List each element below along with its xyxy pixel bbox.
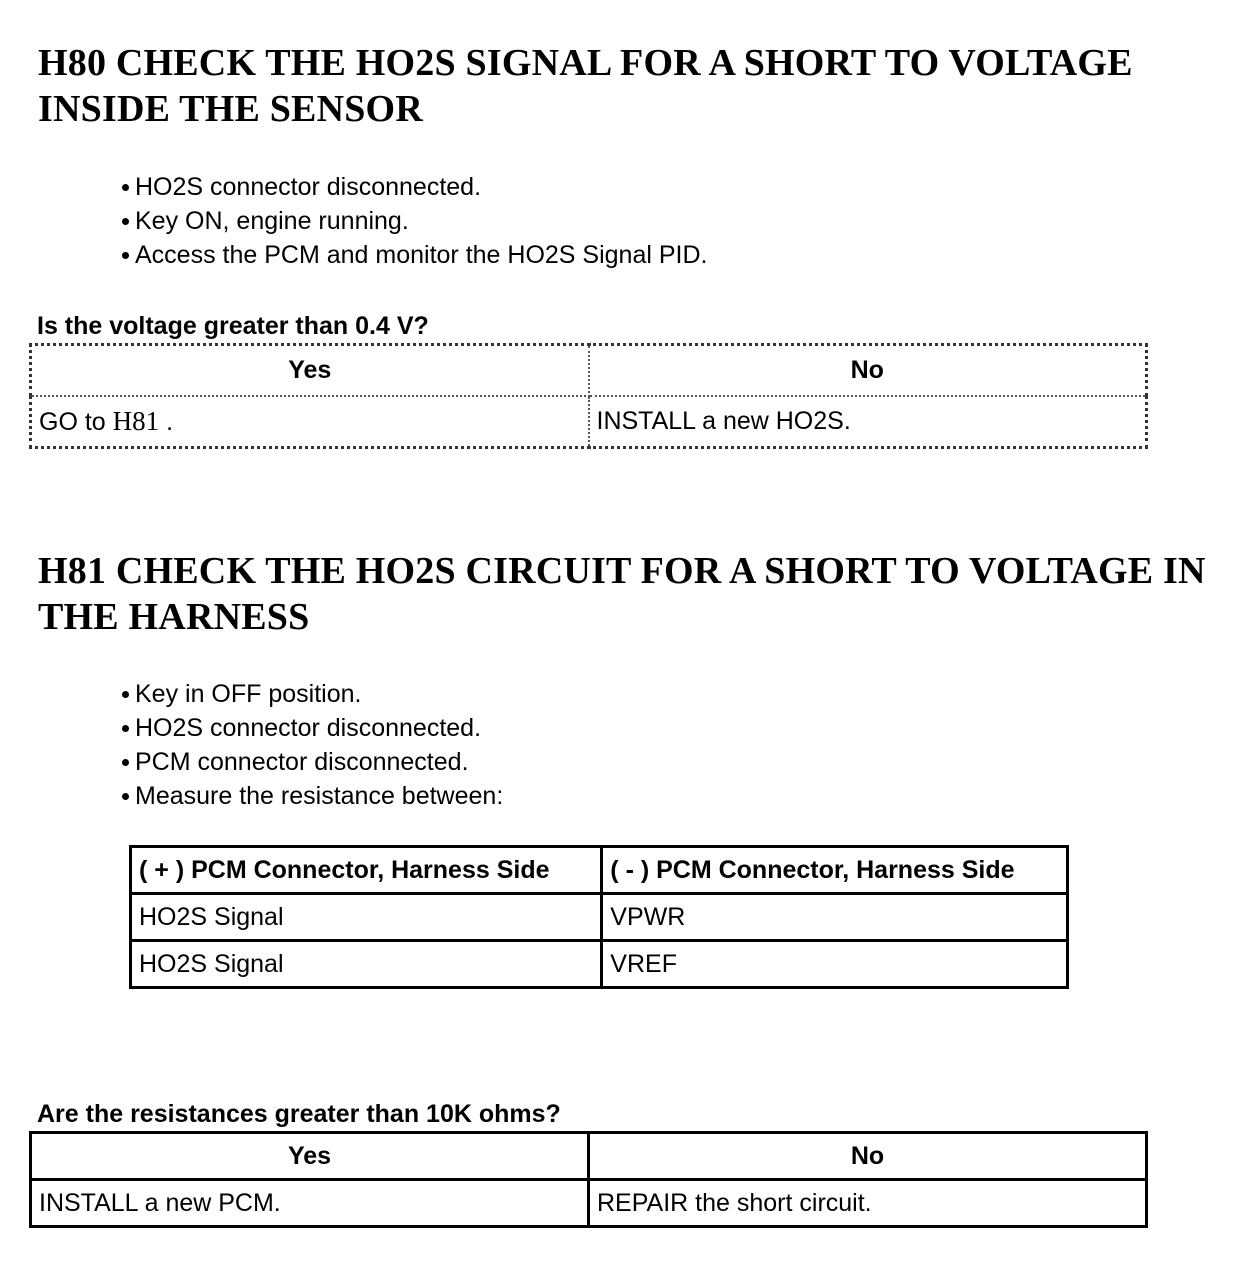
h81-decision-table	[29, 1131, 1148, 1228]
bullet-icon	[122, 725, 129, 732]
table-header-row	[31, 1133, 1147, 1180]
list-item	[118, 779, 503, 813]
list-item-text: Key in OFF position.	[135, 680, 362, 708]
h80-question: Is the voltage greater than 0.4 V?	[37, 312, 429, 340]
table-cell: VPWR	[602, 894, 1068, 941]
list-item	[118, 677, 503, 711]
table-row	[131, 941, 1068, 988]
table-cell: VREF	[602, 941, 1068, 988]
yes-action-text: GO to	[39, 408, 113, 436]
table-row	[131, 894, 1068, 941]
no-cell: INSTALL a new HO2S.	[589, 396, 1147, 448]
list-item-text: PCM connector disconnected.	[135, 748, 469, 776]
yes-cell	[31, 396, 589, 448]
table-row	[31, 1180, 1147, 1227]
yes-suffix: .	[159, 408, 174, 436]
positive-connector-header: ( + ) PCM Connector, Harness Side	[131, 847, 602, 894]
h80-decision-table	[29, 343, 1148, 449]
h81-conditions-list	[118, 677, 503, 813]
list-item-text: Key ON, engine running.	[135, 207, 409, 235]
bullet-icon	[122, 793, 129, 800]
bullet-icon	[122, 252, 129, 259]
negative-connector-header: ( - ) PCM Connector, Harness Side	[602, 847, 1068, 894]
no-cell: REPAIR the short circuit.	[589, 1180, 1147, 1227]
list-item	[118, 238, 707, 272]
table-cell: HO2S Signal	[131, 894, 602, 941]
list-item	[118, 170, 707, 204]
h81-step-title: H81 CHECK THE HO2S CIRCUIT FOR A SHORT TO VOLTAGE IN THE HARNESS	[38, 550, 1206, 638]
list-item	[118, 745, 503, 779]
h81-measurement-table	[129, 845, 1069, 989]
table-row	[31, 396, 1147, 448]
table-header-row	[131, 847, 1068, 894]
yes-header: Yes	[31, 1133, 589, 1180]
yes-header: Yes	[31, 345, 589, 397]
list-item-text: Measure the resistance between:	[135, 782, 504, 810]
bullet-icon	[122, 184, 129, 191]
bullet-icon	[122, 218, 129, 225]
list-item	[118, 204, 707, 238]
h80-conditions-list	[118, 170, 707, 272]
h81-link[interactable]: H81	[112, 406, 160, 436]
bullet-icon	[122, 759, 129, 766]
list-item-text: HO2S connector disconnected.	[135, 173, 482, 201]
list-item-text: HO2S connector disconnected.	[135, 714, 482, 742]
h81-question: Are the resistances greater than 10K ohms?	[37, 1100, 561, 1128]
bullet-icon	[122, 691, 129, 698]
no-header: No	[589, 1133, 1147, 1180]
table-header-row	[31, 345, 1147, 397]
list-item-text: Access the PCM and monitor the HO2S Signal PID.	[135, 241, 708, 269]
list-item	[118, 711, 503, 745]
yes-cell: INSTALL a new PCM.	[31, 1180, 589, 1227]
h80-step-title: H80 CHECK THE HO2S SIGNAL FOR A SHORT TO VOLTAGE INSIDE THE SENSOR	[38, 42, 1133, 130]
table-cell: HO2S Signal	[131, 941, 602, 988]
no-header: No	[589, 345, 1147, 397]
